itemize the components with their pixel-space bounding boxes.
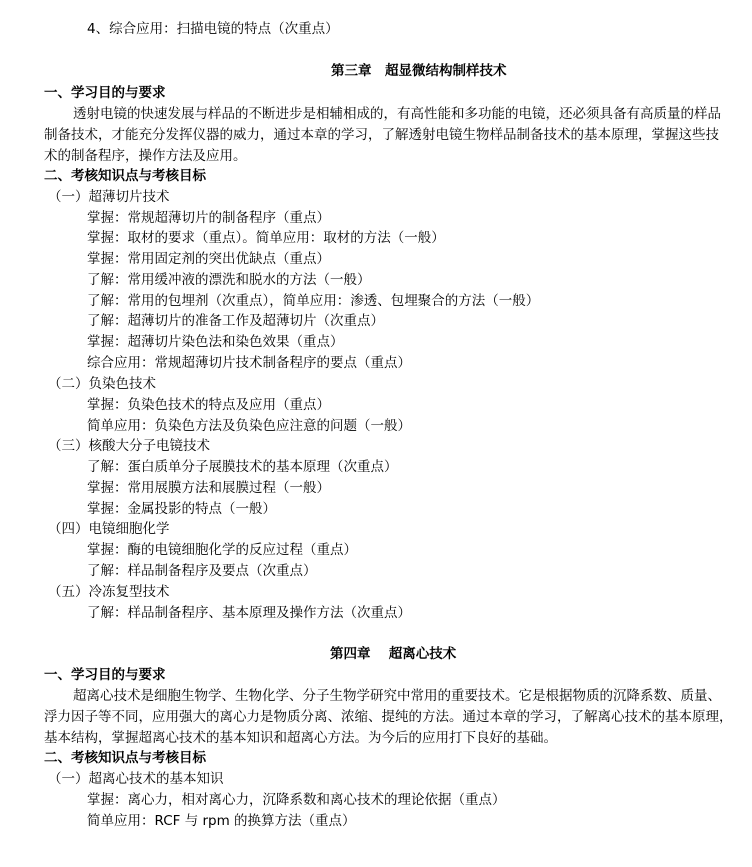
list-item: 4、综合应用：扫描电镜的特点（次重点） [87, 21, 339, 37]
list-item: 掌握：离心力，相对离心力，沉降系数和离心技术的理论依据（重点） [87, 792, 506, 808]
paragraph-line: 透射电镜的快速发展与样品的不断进步是相辅相成的，有高性能和多功能的电镜，还必须具备有高质量的样品 [73, 106, 721, 122]
list-item: 综合应用：常规超薄切片技术制备程序的要点（重点） [87, 355, 411, 371]
section-heading: 二、考核知识点与考核目标 [44, 750, 206, 766]
paragraph-line: 超离心技术是细胞生物学、生物化学、分子生物学研究中常用的重要技术。它是根据物质的沉降系数、质量、 [73, 688, 721, 704]
paragraph-line: 基本结构，掌握超离心技术的基本知识和超离心方法。为今后的应用打下良好的基础。 [44, 730, 557, 746]
list-item: 掌握：取材的要求（重点）。简单应用：取材的方法（一般） [87, 230, 445, 246]
list-item: 了解：样品制备程序及要点（次重点） [87, 563, 317, 579]
list-item: 掌握：常规超薄切片的制备程序（重点） [87, 210, 330, 226]
paragraph-line: 术的制备程序，操作方法及应用。 [44, 148, 247, 164]
list-item: 了解：样品制备程序、基本原理及操作方法（次重点） [87, 605, 411, 621]
list-item: 掌握：超薄切片染色法和染色效果（重点） [87, 334, 344, 350]
paragraph-line: 浮力因子等不同，应用强大的离心力是物质分离、浓缩、提纯的方法。通过本章的学习，了解离心技术的基本原理， [44, 709, 733, 725]
chapter-title: 第四章 超离心技术 [330, 646, 457, 662]
subsection-heading: （一）超薄切片技术 [48, 189, 170, 205]
list-item: 掌握：金属投影的特点（一般） [87, 501, 276, 517]
paragraph-line: 制备技术，才能充分发挥仪器的威力，通过本章的学习，了解透射电镜生物样品制备技术的基本原理，掌握这些技 [44, 127, 719, 143]
list-item: 掌握：酶的电镜细胞化学的反应过程（重点） [87, 542, 357, 558]
section-heading: 一、学习目的与要求 [44, 85, 166, 101]
subsection-heading: （二）负染色技术 [48, 376, 156, 392]
list-item: 简单应用：负染色方法及负染色应注意的问题（一般） [87, 418, 411, 434]
list-item: 了解：蛋白质单分子展膜技术的基本原理（次重点） [87, 459, 398, 475]
subsection-heading: （三）核酸大分子电镜技术 [48, 438, 210, 454]
list-item: 掌握：常用展膜方法和展膜过程（一般） [87, 480, 330, 496]
chapter-title: 第三章 超显微结构制样技术 [331, 63, 507, 79]
subsection-heading: （五）冷冻复型技术 [48, 584, 170, 600]
list-item: 了解：常用的包埋剂（次重点），简单应用：渗透、包埋聚合的方法（一般） [87, 293, 540, 309]
subsection-heading: （四）电镜细胞化学 [48, 521, 170, 537]
list-item: 了解：常用缓冲液的漂洗和脱水的方法（一般） [87, 272, 371, 288]
subsection-heading: （一）超离心技术的基本知识 [48, 771, 224, 787]
list-item: 了解：超薄切片的准备工作及超薄切片（次重点） [87, 313, 384, 329]
list-item: 掌握：常用固定剂的突出优缺点（重点） [87, 251, 330, 267]
section-heading: 一、学习目的与要求 [44, 667, 166, 683]
section-heading: 二、考核知识点与考核目标 [44, 168, 206, 184]
list-item: 掌握：负染色技术的特点及应用（重点） [87, 397, 330, 413]
list-item: 简单应用：RCF 与 rpm 的换算方法（重点） [87, 813, 356, 829]
